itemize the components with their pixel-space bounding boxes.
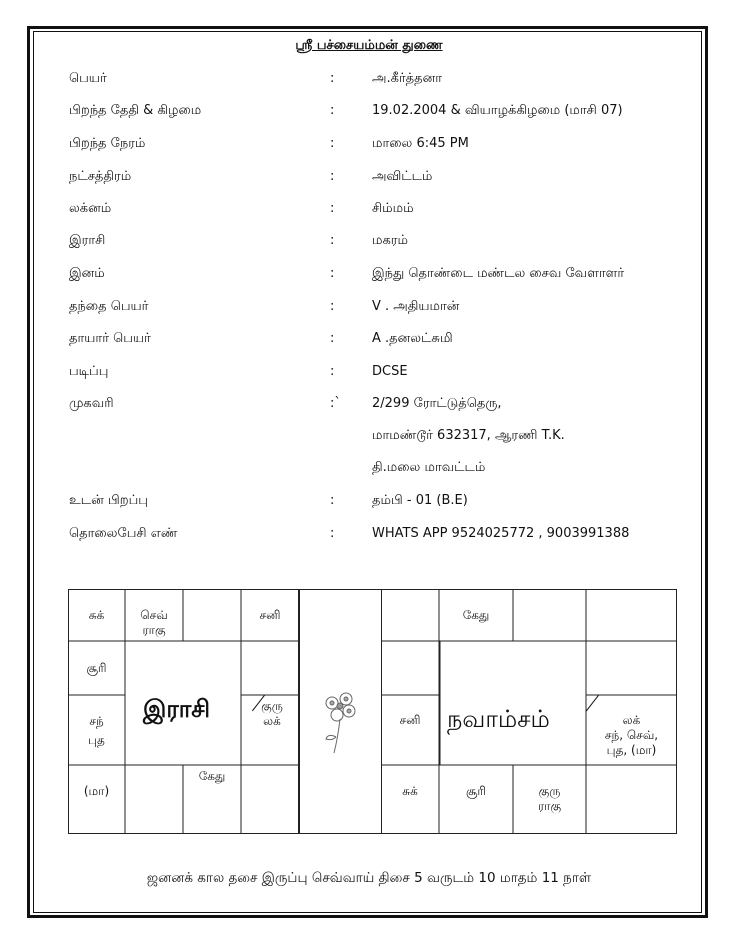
field-value: DCSE: [372, 364, 408, 379]
field-label: பிறந்த தேதி & கிழமை: [69, 103, 202, 118]
field-label: பிறந்த நேரம்: [69, 136, 146, 151]
rasi-cell-9: கேது: [198, 769, 226, 783]
field-label: தொலைபேசி எண்: [69, 526, 178, 541]
field-label: நட்சத்திரம்: [69, 169, 132, 184]
rasi-cell-8: (மா): [83, 784, 110, 798]
rasi-cell-6a: சந்: [89, 714, 104, 728]
rasi-cell-2a: செவ்: [140, 608, 168, 622]
address-line-3: தி.மலை மாவட்டம்: [372, 460, 486, 475]
field-value: மாலை 6:45 PM: [372, 136, 469, 151]
field-value: தம்பி - 01 (B.E): [372, 493, 468, 508]
field-colon: :: [330, 169, 335, 184]
field-value: A .தனலட்சுமி: [372, 331, 453, 346]
flower-icon: [318, 689, 362, 757]
field-colon: :: [330, 526, 335, 541]
field-value: 2/299 ரோட்டுத்தெரு,: [372, 396, 502, 411]
navamsam-cell-2: சனி: [399, 713, 421, 727]
field-label: இனம்: [69, 266, 105, 281]
navamsam-cell-3c: புத, (மா): [606, 743, 657, 757]
rasi-cell-7b: லக்: [263, 714, 281, 728]
field-colon: :: [330, 201, 335, 216]
address-line-2: மாமண்டூர் 632317, ஆரணி T.K.: [372, 428, 565, 443]
field-label: உடன் பிறப்பு: [69, 493, 148, 508]
navamsam-cell-1: கேது: [462, 608, 490, 622]
rasi-cell-7a: குரு: [261, 699, 283, 713]
rasi-cell-5: சூரி: [86, 661, 107, 675]
field-colon: :: [330, 233, 335, 248]
field-value: WHATS APP 9524025772 , 9003991388: [372, 526, 630, 541]
field-colon: :: [330, 136, 335, 151]
navamsam-cell-3a: லக்: [622, 713, 641, 727]
field-label: படிப்பு: [69, 364, 109, 379]
rasi-cell-1: சுக்: [88, 608, 105, 622]
rasi-cell-6b: புத: [88, 733, 105, 747]
field-label: இராசி: [69, 233, 106, 248]
field-value: மகரம்: [372, 233, 408, 248]
field-value: V . அதியமான்: [372, 299, 460, 314]
field-value: 19.02.2004 & வியாழக்கிழமை (மாசி 07): [372, 103, 623, 118]
rasi-cell-4: சனி: [259, 608, 281, 622]
field-colon: :`: [330, 396, 341, 411]
field-value: சிம்மம்: [372, 201, 414, 216]
field-colon: :: [330, 71, 335, 86]
field-label: தாயார் பெயர்: [69, 331, 151, 346]
navamsam-cell-4: சுக்: [402, 784, 418, 798]
field-colon: :: [330, 299, 335, 314]
field-value: இந்து தொண்டை மண்டல சைவ வேளாளர்: [372, 266, 625, 281]
navamsam-title: நவாம்சம்: [447, 705, 550, 733]
field-value: அவிட்டம்: [372, 169, 433, 184]
rasi-cell-2b: ராகு: [142, 623, 166, 637]
field-colon: :: [330, 493, 335, 508]
navamsam-cell-6a: குரு: [538, 784, 561, 798]
field-colon: :: [330, 331, 335, 346]
field-colon: :: [330, 364, 335, 379]
field-colon: :: [330, 103, 335, 118]
field-label: லக்னம்: [69, 201, 112, 216]
field-label: தந்தை பெயர்: [69, 299, 149, 314]
field-label: முகவரி: [69, 396, 114, 411]
navamsam-cell-5: சூரி: [465, 784, 487, 798]
page-title: ஸ்ரீ பச்சையம்மன் துணை: [295, 38, 443, 53]
rasi-title: இராசி: [143, 695, 211, 723]
navamsam-cell-3b: சந், செவ்,: [604, 728, 659, 742]
field-colon: :: [330, 266, 335, 281]
dasa-footer: ஜனனக் கால தசை இருப்பு செவ்வாய் திசை 5 வருடம் 10 மாதம் 11 நாள்: [146, 870, 592, 886]
horoscope-chart: [68, 589, 677, 834]
field-label: பெயர்: [69, 71, 107, 86]
navamsam-cell-6b: ராகு: [537, 799, 562, 813]
field-value: அ.கீர்த்தனா: [372, 71, 443, 86]
